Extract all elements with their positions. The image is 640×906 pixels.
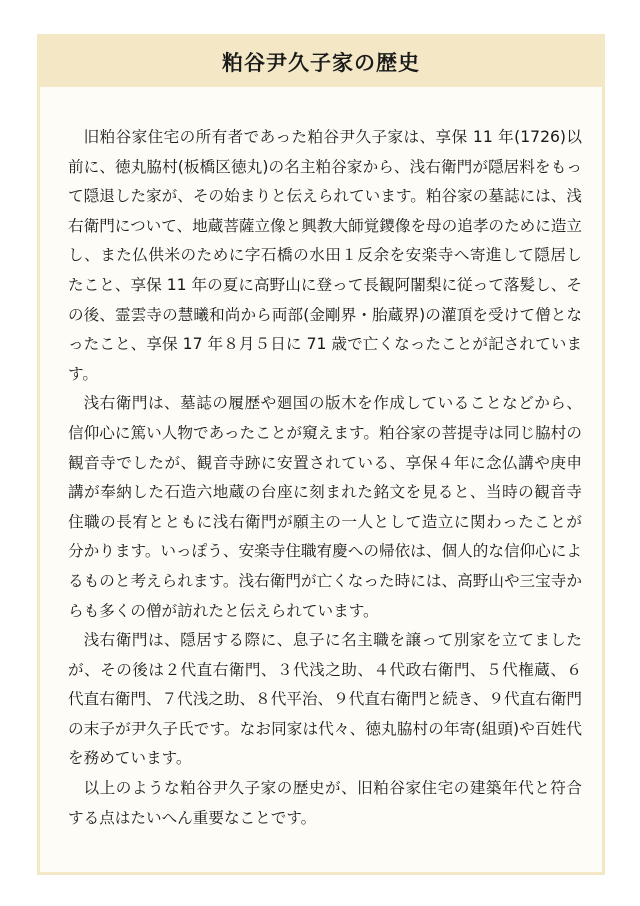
page-title: 粕谷尹久子家の歴史 bbox=[222, 51, 420, 75]
history-panel bbox=[37, 34, 605, 875]
paragraph-3: 浅右衛門は、隠居する際に、息子に名主職を譲って別家を立てましたが、その後は２代直右衛門、３代浅之助、４代政右衛門、５代権蔵、６代直右衛門、７代浅之助、８代平治、９代直右衛門と続き、９代直右衛門の末子が尹久子氏です。なお同家は代々、徳丸脇村の年寄(組頭)や百姓代を務めています。 bbox=[68, 631, 582, 768]
title-bar bbox=[40, 37, 602, 87]
paragraph-1: 旧粕谷家住宅の所有者であった粕谷尹久子家は、享保 11 年(1726)以前に、徳丸脇村(板橋区徳丸)の名主粕谷家から、浅右衛門が隠居料をもって隠退した家が、その始まりと伝えられています。粕谷家の墓誌には、浅右衛門について、地蔵菩薩立像と興教大師覚鑁像を母の追孝のために造立し、また仏供米のために字石橋の水田１反余を安楽寺へ寄進して隠居したこと、享保 11 年の夏に高野山に登って長観阿闍梨に従って落髪し、その後、霊雲寺の慧曦和尚から両部(金剛界・胎蔵界)の灌頂を受けて僧となったこと、享保 17 年８月５日に 71 歳で亡くなったことが記されています。 bbox=[68, 128, 582, 383]
paragraph-2: 浅右衛門は、墓誌の履歴や廻国の版木を作成していることなどから、信仰心に篤い人物であったことが窺えます。粕谷家の菩提寺は同じ脇村の観音寺でしたが、観音寺跡に安置されている、享保４年に念仏講や庚申講が奉納した石造六地蔵の台座に刻まれた銘文を見ると、当時の観音寺住職の長宥とともに浅右衛門が願主の一人として造立に関わったことが分かります。いっぽう、安楽寺住職宥慶への帰依は、個人的な信仰心によるものと考えられます。浅右衛門が亡くなった時には、高野山や三宝寺からも多くの僧が訪れたと伝えられています。 bbox=[68, 394, 582, 620]
body-text bbox=[68, 123, 582, 833]
paragraph-4: 以上のような粕谷尹久子家の歴史が、旧粕谷家住宅の建築年代と符合する点はたいへん重要なことです。 bbox=[68, 779, 582, 827]
